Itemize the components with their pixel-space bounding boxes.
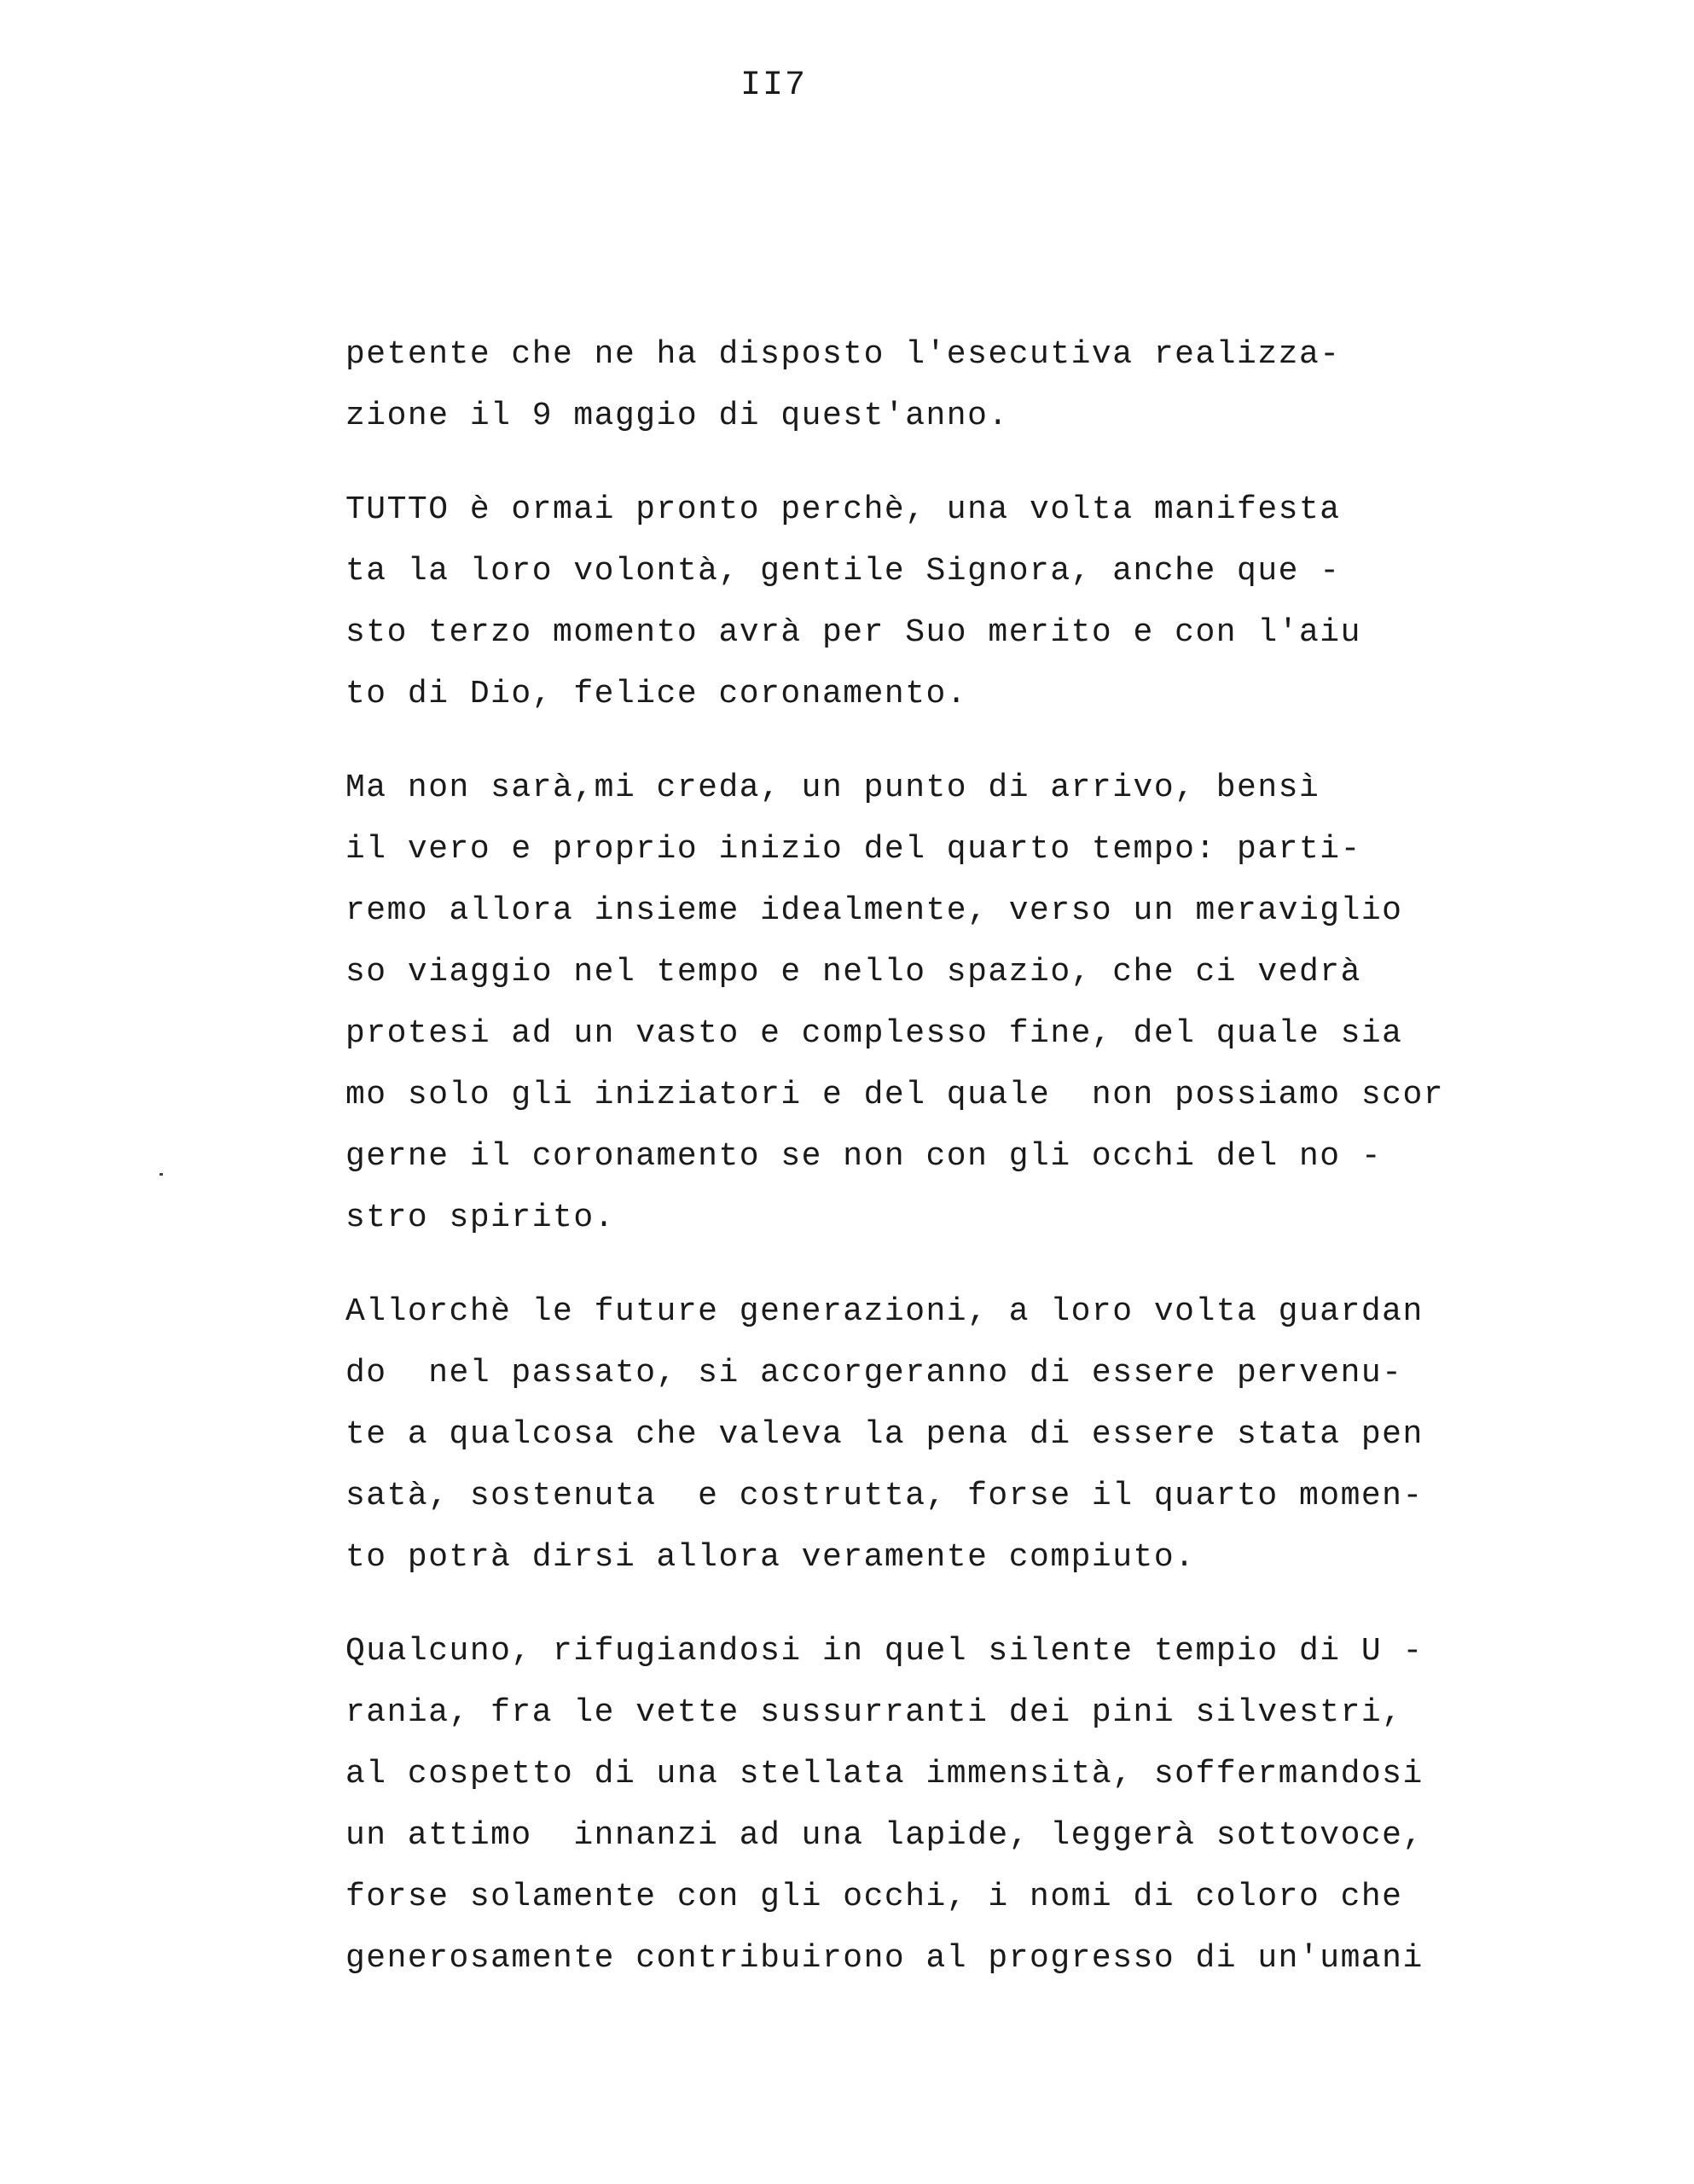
text-line: al cospetto di una stellata immensità, soffermandosi [345,1756,1424,1792]
paragraph-1 [345,324,1540,447]
page-number: II7 [740,67,808,105]
text-line: un attimo innanzi ad una lapide, leggerà sottovoce, [345,1817,1424,1854]
document-body [345,324,1540,2022]
paragraph-3 [345,758,1540,1249]
ink-speck [160,1173,163,1176]
text-line: mo solo gli iniziatori e del quale non possiamo scor [345,1077,1445,1113]
text-line: TUTTO è ormai pronto perchè, una volta manifesta [345,491,1341,528]
text-line: to potrà dirsi allora veramente compiuto. [345,1539,1196,1576]
text-line: Allorchè le future generazioni, a loro volta guardan [345,1293,1424,1330]
text-line: ta la loro volontà, gentile Signora, anche que - [345,553,1341,590]
text-line: stro spirito. [345,1199,615,1236]
text-line: te a qualcosa che valeva la pena di essere stata pen [345,1416,1424,1453]
text-line: Ma non sarà,mi creda, un punto di arrivo, bensì [345,770,1320,806]
text-line: remo allora insieme idealmente, verso un meraviglio [345,892,1403,929]
text-line: so viaggio nel tempo e nello spazio, che ci vedrà [345,954,1361,990]
text-line: protesi ad un vasto e complesso fine, del quale sia [345,1015,1403,1052]
text-line: rania, fra le vette sussurranti dei pini silvestri, [345,1694,1403,1731]
paragraph-5 [345,1621,1540,1989]
text-line: Qualcuno, rifugiandosi in quel silente tempio di U - [345,1633,1424,1670]
text-line: sto terzo momento avrà per Suo merito e con l'aiu [345,614,1361,651]
text-line: zione il 9 maggio di quest'anno. [345,398,1009,434]
text-line: do nel passato, si accorgeranno di essere pervenu- [345,1355,1403,1391]
text-line: petente che ne ha disposto l'esecutiva realizza- [345,336,1341,373]
text-line: satà, sostenuta e costrutta, forse il quarto momen- [345,1478,1424,1514]
text-line: forse solamente con gli occhi, i nomi di coloro che [345,1879,1403,1915]
text-line: il vero e proprio inizio del quarto tempo: parti- [345,831,1361,868]
text-line: to di Dio, felice coronamento. [345,676,968,712]
text-line: generosamente contribuirono al progresso di un'umani [345,1940,1424,1977]
paragraph-2 [345,479,1540,725]
paragraph-4 [345,1281,1540,1589]
text-line: gerne il coronamento se non con gli occhi del no - [345,1138,1383,1175]
